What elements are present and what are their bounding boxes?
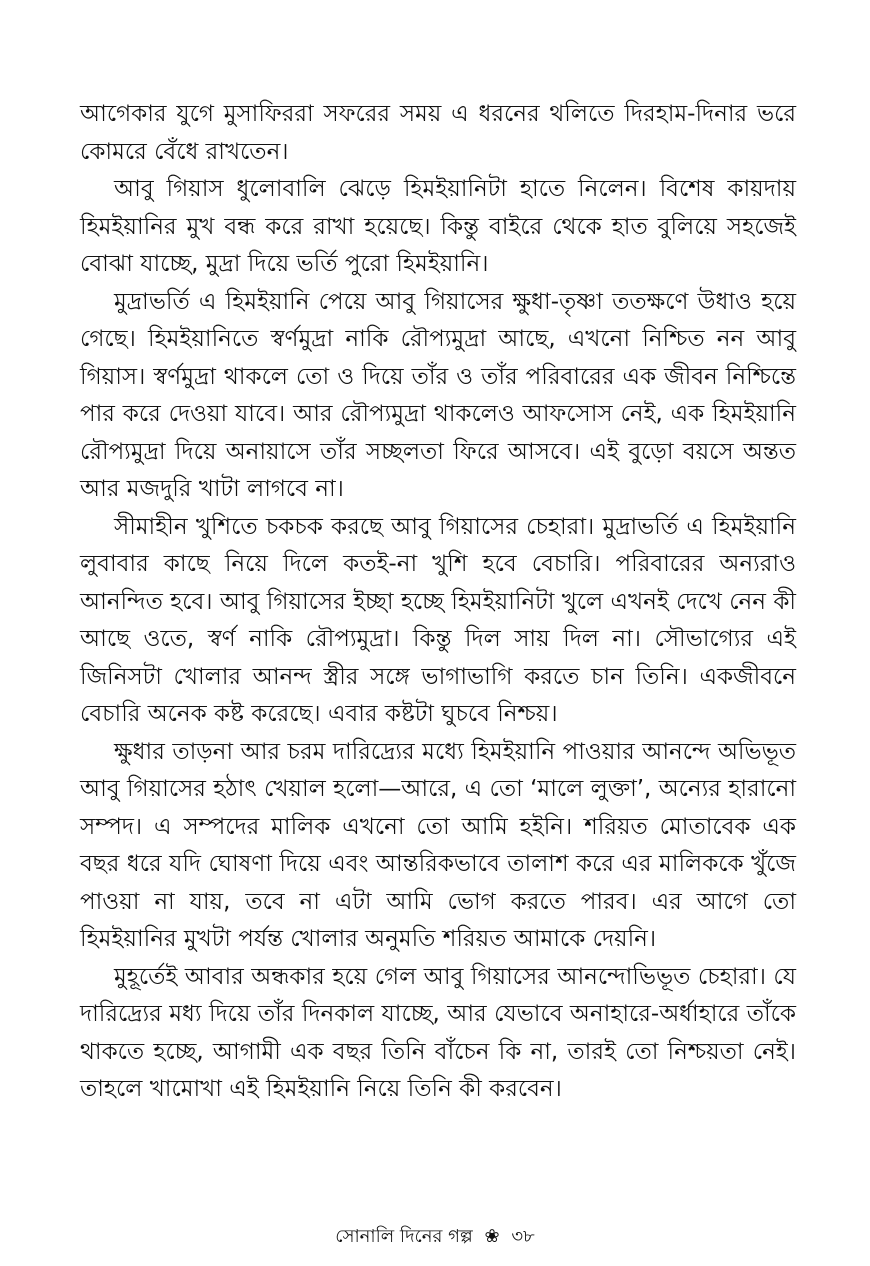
paragraph-1: আগেকার যুগে মুসাফিররা সফরের সময় এ ধরনের থলিতে দিরহাম-দিনার ভরে কোমরে বেঁধে রাখতেন।: [80, 101, 796, 165]
body-text: [80, 96, 796, 1109]
paragraph-6: মুহূর্তেই আবার অন্ধকার হয়ে গেল আবু গিয়াসের আনন্দোভিভূত চেহারা। যে দারিদ্র্যের মধ্য দিয়ে তাঁর দিনকাল যাচ্ছে, আর যেভাবে অনাহারে-অর্ধাহারে তাঁকে থাকতে হচ্ছে, আগামী এক বছর তিনি বাঁচেন কি না, তারই তো নিশ্চয়তা নেই। তাহলে খামোখা এই হিমইয়ানি নিয়ে তিনি কী করবেন।: [80, 963, 796, 1102]
page-number: ৩৮: [511, 1226, 535, 1247]
flower-ornament-icon: ❀: [484, 1226, 500, 1247]
paragraph-3: মুদ্রাভর্তি এ হিমইয়ানি পেয়ে আবু গিয়াসের ক্ষুধা-তৃষ্ণা ততক্ষণে উধাও হয়ে গেছে। হিমইয়ানিতে স্বর্ণমুদ্রা নাকি রৌপ্যমুদ্রা আছে, এখনো নিশ্চিত নন আবু গিয়াস। স্বর্ণমুদ্রা থাকলে তো ও দিয়ে তাঁর ও তাঁর পরিবারের এক জীবন নিশ্চিন্তে পার করে দেওয়া যাবে। আর রৌপ্যমুদ্রা থাকলেও আফসোস নেই, এক হিমইয়ানি রৌপ্যমুদ্রা দিয়ে অনায়াসে তাঁর সচ্ছলতা ফিরে আসবে। এই বুড়ো বয়সে অন্তত আর মজদুরি খাটা লাগবে না।: [80, 288, 796, 502]
paragraph-4: সীমাহীন খুশিতে চকচক করছে আবু গিয়াসের চেহারা। মুদ্রাভর্তি এ হিমইয়ানি লুবাবার কাছে নিয়ে দিলে কতই-না খুশি হবে বেচারি। পরিবারের অন্যরাও আনন্দিত হবে। আবু গিয়াসের ইচ্ছা হচ্ছে হিমইয়ানিটা খুলে এখনই দেখে নেন কী আছে ওতে, স্বর্ণ নাকি রৌপ্যমুদ্রা। কিন্তু দিল সায় দিল না। সৌভাগ্যের এই জিনিসটা খোলার আনন্দ স্ত্রীর সঙ্গে ভাগাভাগি করতে চান তিনি। একজীবনে বেচারি অনেক কষ্ট করেছে। এবার কষ্টটা ঘুচবে নিশ্চয়।: [80, 513, 796, 727]
paragraph-2: আবু গিয়াস ধুলোবালি ঝেড়ে হিমইয়ানিটা হাতে নিলেন। বিশেষ কায়দায় হিমইয়ানির মুখ বন্ধ করে রাখা হয়েছে। কিন্তু বাইরে থেকে হাত বুলিয়ে সহজেই বোঝা যাচ্ছে, মুদ্রা দিয়ে ভর্তি পুরো হিমইয়ানি।: [80, 176, 796, 277]
footer-book-title: সোনালি দিনের গল্প: [335, 1226, 473, 1247]
page-footer: [0, 1224, 870, 1250]
paragraph-5: ক্ষুধার তাড়না আর চরম দারিদ্র্যের মধ্যে হিমইয়ানি পাওয়ার আনন্দে অভিভূত আবু গিয়াসের হঠাৎ খেয়াল হলো—আরে, এ তো ‘মালে লুক্তা’, অন্যের হারানো সম্পদ। এ সম্পদের মালিক এখনো তো আমি হইনি। শরিয়ত মোতাবেক এক বছর ধরে যদি ঘোষণা দিয়ে এবং আন্তরিকভাবে তালাশ করে এর মালিককে খুঁজে পাওয়া না যায়, তবে না এটা আমি ভোগ করতে পারব। এর আগে তো হিমইয়ানির মুখটা পর্যন্ত খোলার অনুমতি শরিয়ত আমাকে দেয়নি।: [80, 738, 796, 952]
